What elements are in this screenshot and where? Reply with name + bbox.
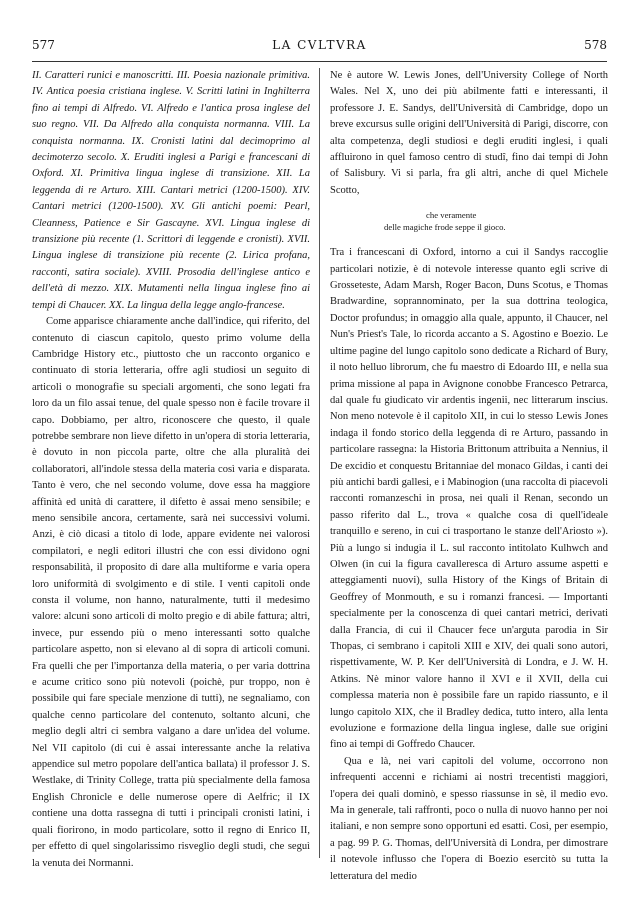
running-header — [32, 38, 607, 58]
body-paragraph: Come apparisce chiaramente anche dall'indice, qui riferito, del contenuto di ciascun capitolo, questo primo volume della Cambridge History etc., piuttosto che un racconto organico e continuato di storia letteraria, offre agli studiosi un seguito di articoli o monografie su speciali argomenti, che sono legati fra loro da un filo assai tenue, del quale spesso non è facile trovare il capo. Dobbiamo, per altro, riconoscere che questo, il quale potrebbe sembrare non lieve difetto in un'opera di storia letteraria, è dovuto in non piccola parte, oltre che alla pluralità dei collaboratori, all'indole stessa della materia così varia e disparata. Tanto è vero, che nel secondo volume, dove essa ha maggiore affinità ed unità di carattere, il difetto è assai meno sensibile; e meno sensibile ancora, certamente, sarà nei successivi volumi. Anzi, è ciò dicasi a titolo di lode, appare evidente nei valorosi compilatori, e negli editori illustri che con essi dividono ogni responsabilità, il proposito di dare alla multiforme e varia opera loro uniformità di svolgimento e di stile. I venti capitoli onde consta il volume, non hanno, naturalmente, tutti il medesimo valore: alcuni sono articoli di molto pregio e di abile fattura; altri, invece, pur essendo più o meno interessanti sotto qualche particolare aspetto, non si elevano al di sopra di articoli comuni. Fra quelli che per l'importanza della materia, o per varia dottrina e acume critico sono più notevoli (poichè, pur troppo, non è possibile qui fare speciale menzione di tutti), ne segnaliamo, con qualche cenno particolare del contenuto, soltanto alcuni, che meglio degli altri ci sembra valgano a dare un'idea del volume. Nel VII capitolo (di cui è assai interessante anche la relativa appendice sul metro popolare dell'antica ballata) il professor J. S. Westlake, di Trinity College, tratta più specialmente della famosa English Chronicle e delle numerose opere di Aelfric; il IX contiene una dotta rassegna di tutti i principali cronisti latini, i quali fiorirono, in modo particolare, sotto il regno di Enrico II, per effetto di quel singolarissimo risveglio degli studi, che seguì la venuta dei Normanni. — [32, 316, 310, 869]
chapter-list-paragraph: II. Caratteri runici e manoscritti. III. Poesia nazionale primitiva. IV. Antica poesia cristiana inglese. V. Scritti latini in Inghilterra fino ai tempi di Alfredo. VI. Alfredo e l'antica prosa inglese del suo regno. VII. Da Alfredo alla conquista normanna. VIII. La conquista normanna. IX. Cronisti latini dal decimoprimo al decimoterzo secolo. X. Eruditi inglesi a Parigi e francescani di Oxford. XI. Primitiva lingua inglese di transizione. XII. La leggenda di re Arturo. XIII. Cantari metrici (1200-1500). XIV. Cantari metrici (1200-1500). XV. Gli antichi poemi: Pearl, Cleanness, Patience e Sir Gascayne. XVI. Lingua inglese di transizione più recente (1. Scrittori di leggende e cronisti). XVII. Lingua inglese di transizione più recente (2. Lirica profana, racconti, satira sociale). XVIII. Prosodia dell'inglese antico e dell'età di mezzo. XIX. Mutamenti nella lingua inglese fino ai tempi di Chaucer. XX. La lingua della legge anglo-francese. — [32, 70, 310, 311]
verse-line: delle magiche frode seppe il gioco. — [384, 222, 506, 233]
column-divider — [319, 68, 320, 858]
left-column — [32, 68, 310, 872]
verse-line: che veramente — [426, 210, 477, 221]
verse-quotation — [330, 209, 608, 233]
header-rule — [32, 61, 607, 62]
body-paragraph: Tra i francescani di Oxford, intorno a cui il Sandys raccoglie particolari notizie, è di notevole interesse quanto egli scrive di Grosseteste, Adam Marsh, Roger Bacon, Duns Scotus, e Thomas Bradwardine, soprannominato, per la sua dottrina teologica, Doctor profundus; in omaggio alla quale, appunto, il Chaucer, nel Nun's Priest's Tale, lo ricorda accanto a S. Agostino e Boezio. Le ultime pagine del lungo capitolo sono dedicate a Richard of Bury, il noto helluo librorum, che fu maestro di Edoardo III, e nella sua prima missione al papa in Avignone conobbe Francesco Petrarca, dal quale fu giudicato vir ardentis ingenii, nec litterarum inscius. Non meno notevole è il capitolo XII, in cui lo stesso Lewis Jones indaga il fondo storico della leggenda di re Arturo, passando in particolare rassegna: la Historia Brittonum attribuita a Nennius, il De excidio et conquestu Britanniae del monaco Gildas, i canti dei più antichi bardi gallesi, e i Mabinogion (una raccolta di piacevoli racconti romanzeschi in prosa, nei quali il Renan, secondo un passo riferito dal L., trova « qualche cosa di quell'ideale tranquillo e sereno, in cui ci trasportano le stanze dell'Ariosto »). Più a lungo si indugia il L. sul racconto intitolato Kulhwch and Olwen (in cui la figura cavalleresca di Arturo assume aspetti e atteggiamenti nuovi), sulla History of the Kings of Britain di Geoffrey of Monmouth, e su i romanzi francesi. — Importanti specialmente per la conoscenza di quei cantari metrici, derivati dalla Francia, di cui il Chaucer fece un'arguta parodia in Sir Thopas, ci sembrano i capitoli XIII e XIV, dei quali sono autori, rispettivamente, W. P. Ker dell'Università di Londra, e J. W. H. Atkins. Nè minor valore hanno il XVI e il XVII, della cui complessa materia non è possibile fare un rapido riassunto, e il lungo capitolo XIX, che il Bradley dedica, tutto intero, alla lenta evoluzione e formazione della lingua inglese, dalle sue origini fino ai tempi di Goffredo Chaucer. — [330, 247, 608, 751]
body-paragraph: Qua e là, nei vari capitoli del volume, occorrono non infrequenti accenni e richiami ai nostri trecentisti maggiori, l'opera dei quali dominò, e spesso riassunse in sè, il medio evo. Ma in generale, tali raffronti, poco o nulla di nuovo hanno per noi italiani, e non sempre sono opportuni ed esatti. Così, per esempio, a pag. 99 P. G. Thomas, dell'Università di Londra, per dimostrare il notevole influsso che l'opera di Boezio esercitò su tutta la letteratura del medio — [330, 755, 608, 882]
page-number-left: 577 — [32, 38, 55, 52]
right-column — [330, 68, 608, 885]
body-paragraph: Ne è autore W. Lewis Jones, dell'University College of North Wales. Nel X, uno dei più abilmente fatti e interessanti, il professore J. E. Sandys, dell'Università di Cambridge, dopo un breve excursus sulle origini dell'Università di Parigi, discorre, con alta competenza, degli studiosi e degli eruditi inglesi, i quali affluirono in quel famoso centro di studî, fino dai tempi di John of Salisbury. Vi si parla, fra gli altri, anche di quel Michele Scotto, — [330, 70, 608, 196]
journal-title: LA CVLTVRA — [272, 38, 367, 52]
page-number-right: 578 — [584, 38, 607, 52]
